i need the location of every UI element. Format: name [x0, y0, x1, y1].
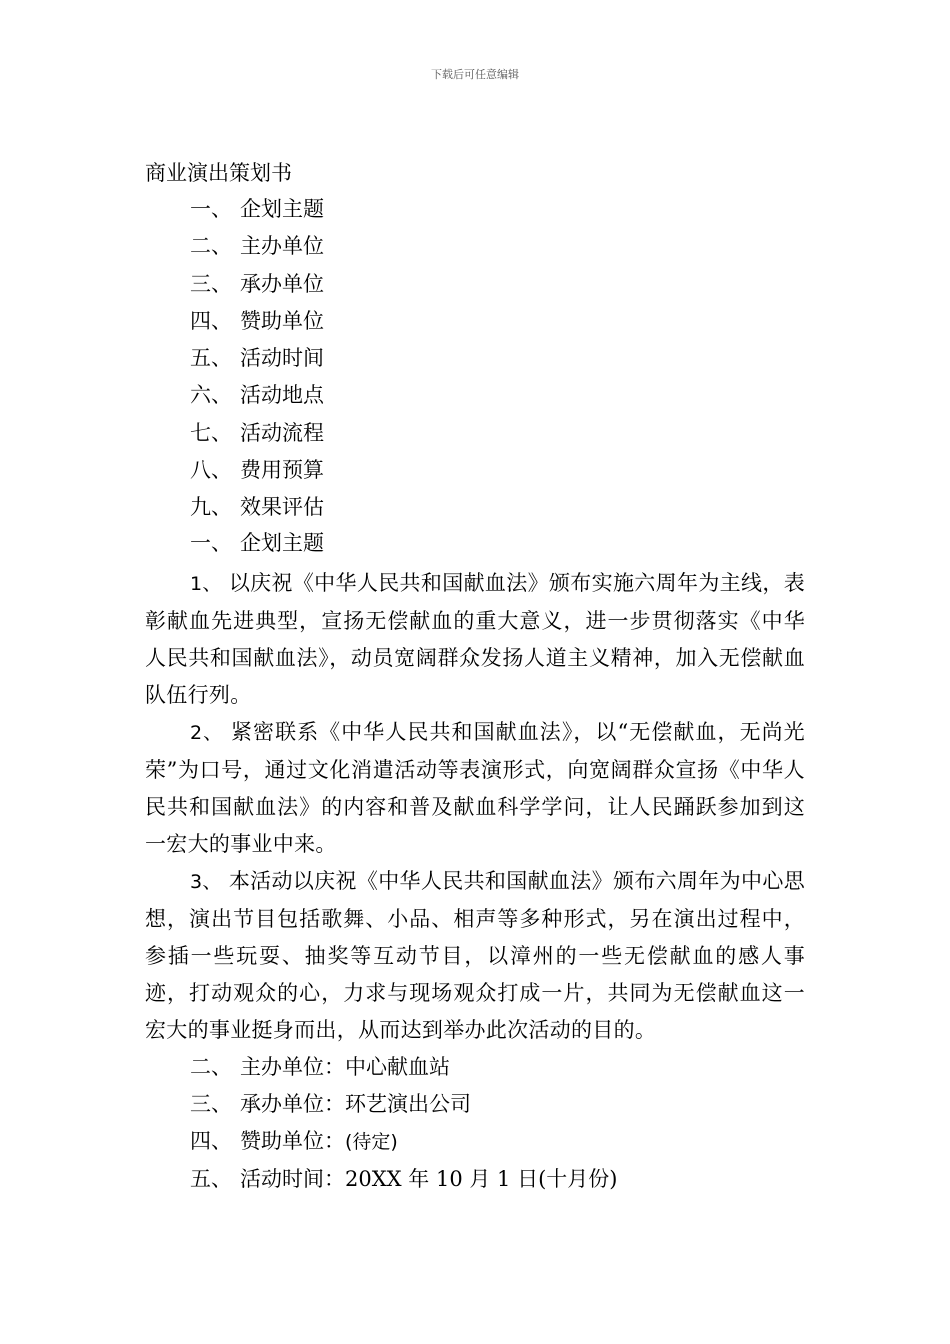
outline-number: 八、: [190, 458, 232, 483]
outline-item: [190, 418, 324, 455]
outline-label: 赞助单位: [240, 308, 324, 333]
outline-item: [190, 343, 324, 380]
detail-value: 中心献血站: [345, 1055, 450, 1079]
detail-line: [145, 1161, 805, 1198]
paragraph: [145, 714, 805, 863]
paragraph: [145, 565, 805, 714]
detail-line: [145, 1123, 805, 1161]
paragraph-number: 3、: [190, 871, 222, 893]
document-body: [145, 528, 805, 1198]
outline-label: 承办单位: [240, 271, 324, 296]
outline-number: 七、: [190, 420, 232, 445]
outline-number: 五、: [190, 346, 232, 371]
outline-number: 二、: [190, 234, 232, 259]
outline-label: 活动流程: [240, 420, 324, 445]
outline-item: [190, 306, 324, 343]
outline-item: [190, 269, 324, 306]
outline-item: [190, 492, 324, 529]
detail-label: 承办单位：: [240, 1092, 345, 1116]
detail-number: 三、: [190, 1092, 232, 1116]
outline-label: 主办单位: [240, 234, 324, 259]
outline-label: 活动时间: [240, 346, 324, 371]
outline-number: 一、: [190, 197, 232, 221]
section-heading: [145, 528, 805, 565]
outline-number: 六、: [190, 383, 232, 408]
section-label: 企划主题: [240, 531, 324, 555]
detail-line: [145, 1086, 805, 1123]
outline-label: 费用预算: [240, 458, 324, 483]
detail-line: [145, 1049, 805, 1086]
outline-number: 四、: [190, 308, 232, 333]
paragraph-text: 紧密联系《中华人民共和国献血法》，以“无偿献血，无尚光荣”为口号，通过文化消遣活动等表演形式，向宽阔群众宣扬《中华人民共和国献血法》的内容和普及献血科学学问，让人民踊跃参加到这一宏大的事业中来。: [145, 720, 805, 856]
detail-number: 二、: [190, 1055, 232, 1079]
outline-item: [190, 194, 324, 231]
paragraph-number: 2、: [190, 722, 224, 744]
detail-value: 环艺演出公司: [345, 1092, 471, 1116]
paragraph: [145, 863, 805, 1049]
outline-label: 效果评估: [240, 495, 324, 520]
paragraph-text: 以庆祝《中华人民共和国献血法》颁布实施六周年为主线，表彰献血先进典型，宣扬无偿献血的重大意义，进一步贯彻落实《中华人民共和国献血法》，动员宽阔群众发扬人道主义精神，加入无偿献血队伍行列。: [145, 571, 805, 707]
outline-item: [190, 380, 324, 417]
outline-item: [190, 231, 324, 268]
page-header: 下载后可任意编辑: [431, 68, 519, 81]
outline-number: 九、: [190, 495, 232, 520]
document-title: 商业演出策划书: [145, 161, 292, 185]
section-number: 一、: [190, 531, 232, 555]
outline-number: 三、: [190, 271, 232, 296]
detail-number: 五、: [190, 1167, 232, 1191]
detail-value: (待定): [345, 1131, 398, 1153]
detail-label: 赞助单位：: [240, 1129, 345, 1153]
outline-label: 企划主题: [240, 197, 324, 221]
detail-number: 四、: [190, 1129, 232, 1153]
paragraph-text: 本活动以庆祝《中华人民共和国献血法》颁布六周年为中心思想，演出节目包括歌舞、小品、相声等多种形式，另在演出过程中，参插一些玩耍、抽奖等互动节目，以漳州的一些无偿献血的感人事迹，打动观众的心，力求与现场观众打成一片，共同为无偿献血这一宏大的事业挺身而出，从而达到举办此次活动的目的。: [145, 869, 805, 1042]
detail-value: 20XX 年 10 月 1 日(十月份): [345, 1167, 618, 1191]
outline-item: [190, 455, 324, 492]
detail-label: 主办单位：: [240, 1055, 345, 1079]
detail-label: 活动时间：: [240, 1167, 345, 1191]
paragraph-number: 1、: [190, 573, 222, 595]
outline-list: [190, 194, 324, 530]
outline-label: 活动地点: [240, 383, 324, 408]
